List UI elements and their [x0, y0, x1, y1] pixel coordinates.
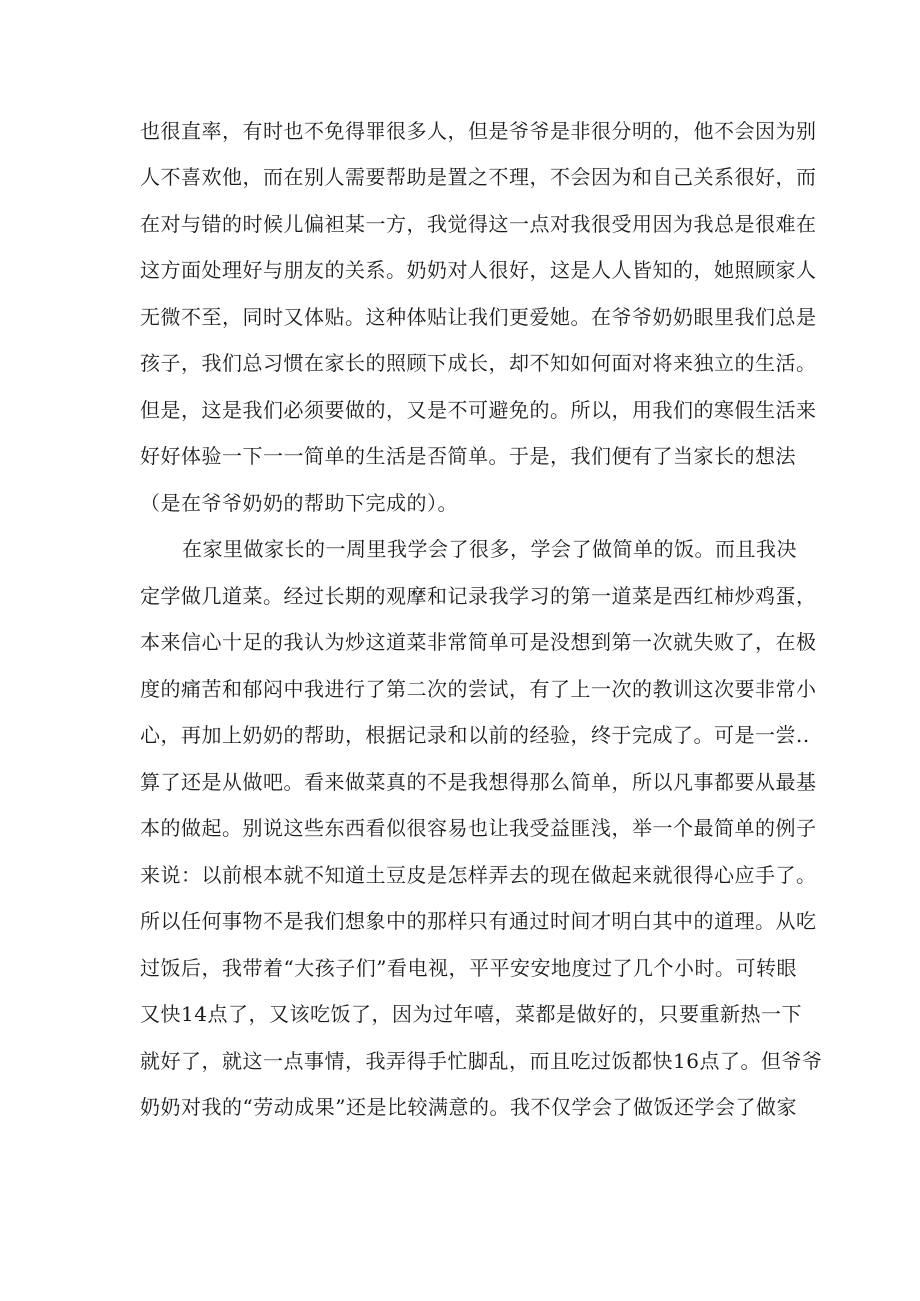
- text-line: 过饭后，我带着“大孩子们”看电视，平平安安地度过了几个小时。可转眼: [140, 956, 797, 980]
- text-line: 人不喜欢他，而在别人需要帮助是置之不理，不会因为和自己关系很好，而: [140, 165, 817, 189]
- text-line: 无微不至，同时又体贴。这种体贴让我们更爱她。在爷爷奶奶眼里我们总是: [140, 305, 817, 329]
- text-line: 来说：以前根本就不知道土豆皮是怎样弄去的现在做起来就很得心应手了。: [140, 863, 817, 887]
- text-line: 就好了，就这一点事情，我弄得手忙脚乱，而且吃过饭都快16点了。但爷爷: [140, 1049, 823, 1073]
- text-line: 本来信心十足的我认为炒这道菜非常简单可是没想到第一次就失败了，在极: [140, 630, 817, 654]
- text-line: 这方面处理好与朋友的关系。奶奶对人很好，这是人人皆知的，她照顾家人: [140, 258, 817, 282]
- paragraph-first-line: 在家里做家长的一周里我学会了很多，学会了做简单的饭。而且我决: [182, 537, 797, 561]
- text-line: 又快14点了，又该吃饭了，因为过年嘻，菜都是做好的，只要重新热一下: [140, 1002, 802, 1026]
- text-line: 度的痛苦和郁闷中我进行了第二次的尝试，有了上一次的教训这次要非常小: [140, 677, 817, 701]
- text-line: 孩子，我们总习惯在家长的照顾下成长，却不知如何面对将来独立的生活。: [140, 351, 817, 375]
- text-line: 本的做起。别说这些东西看似很容易也让我受益匪浅，举一个最简单的例子: [140, 816, 817, 840]
- text-line: 但是，这是我们必须要做的，又是不可避免的。所以，用我们的寒假生活来: [140, 398, 817, 422]
- text-line: （是在爷爷奶奶的帮助下完成的）。: [140, 491, 458, 515]
- text-line: 算了还是从做吧。看来做菜真的不是我想得那么简单，所以凡事都要从最基: [140, 770, 817, 794]
- text-line: 也很直率，有时也不免得罪很多人，但是爷爷是非很分明的，他不会因为别: [140, 119, 817, 143]
- text-line: 所以任何事物不是我们想象中的那样只有通过时间才明白其中的道理。从吃: [140, 909, 817, 933]
- text-line: 奶奶对我的“劳动成果”还是比较满意的。我不仅学会了做饭还学会了做家: [140, 1095, 797, 1119]
- text-line: 心，再加上奶奶的帮助，根据记录和以前的经验，终于完成了。可是一尝..: [140, 723, 810, 747]
- text-line: 定学做几道菜。经过长期的观摩和记录我学习的第一道菜是西红柿炒鸡蛋，: [140, 584, 817, 608]
- text-line: 在对与错的时候儿偏袒某一方，我觉得这一点对我很受用因为我总是很难在: [140, 212, 817, 236]
- text-line: 好好体验一下一一简单的生活是否简单。于是，我们便有了当家长的想法: [140, 444, 796, 468]
